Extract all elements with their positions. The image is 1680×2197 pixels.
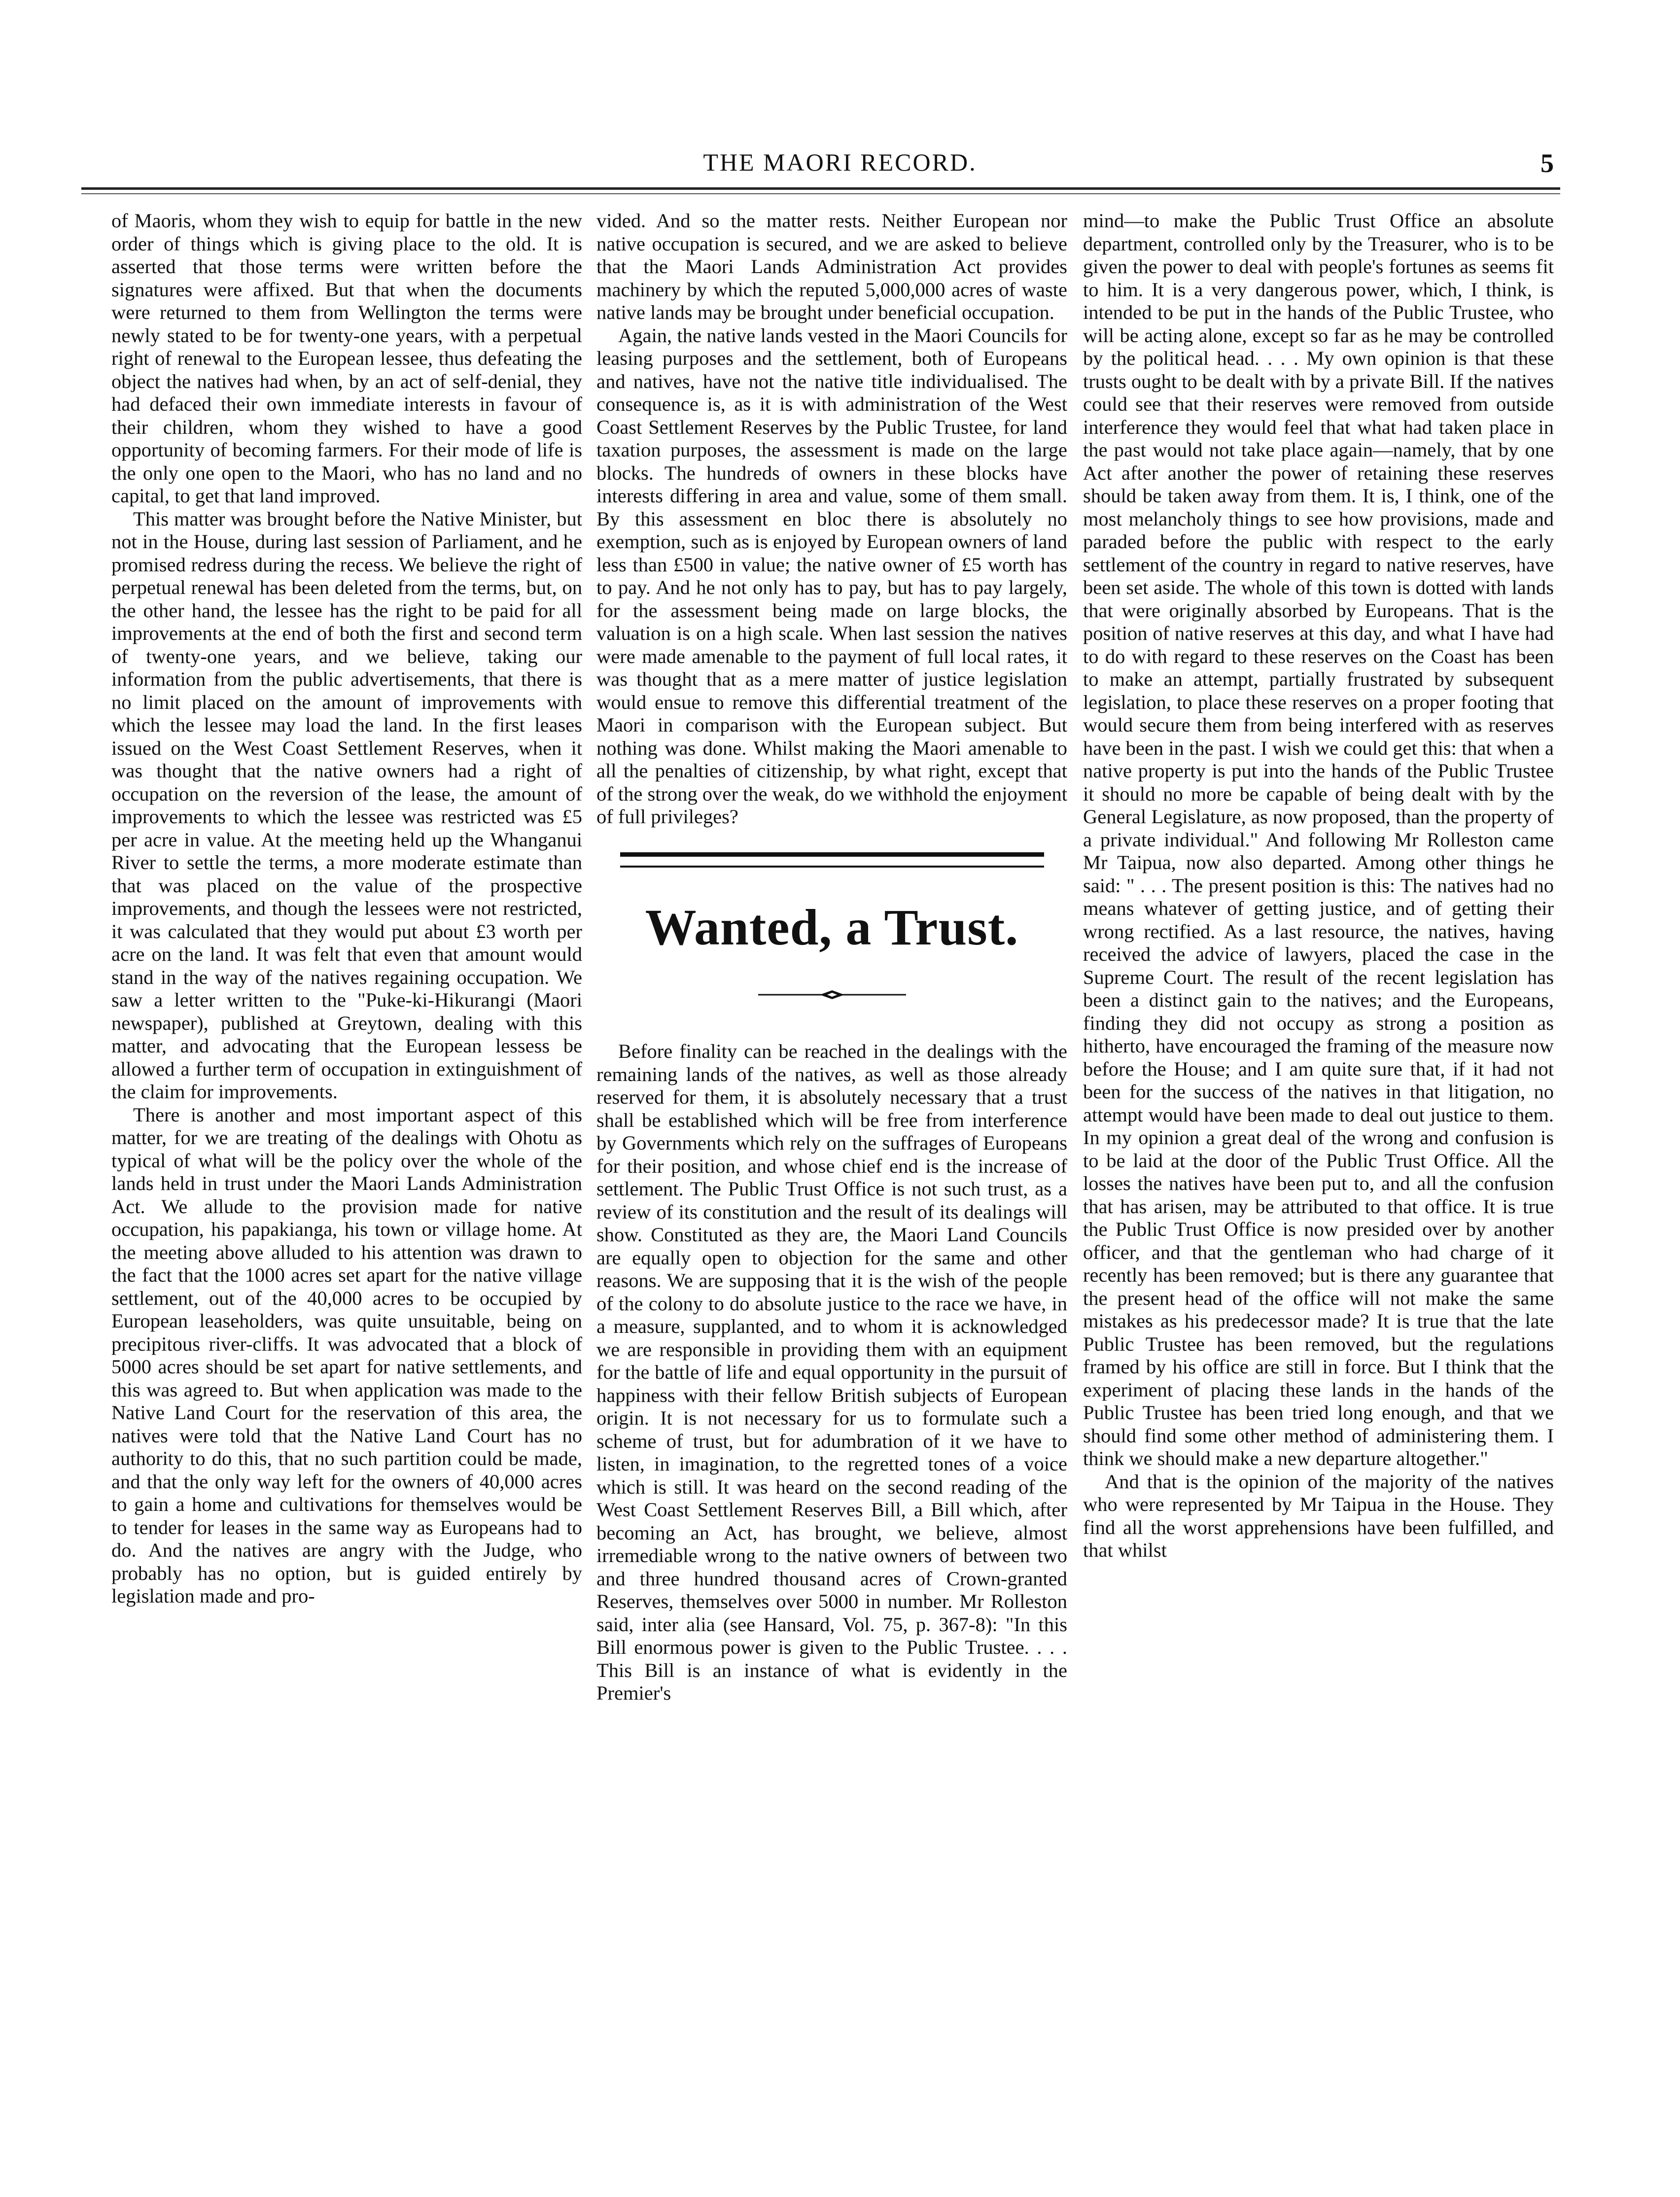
section-heading: Wanted, a Trust. <box>645 899 1019 956</box>
header-rule-thin <box>81 193 1560 194</box>
col1-paragraph-2: This matter was brought before the Native Minister, but not in the House, during last session of Parliament, and he promised redress during the recess. We believe the right of perpetual renewal has been deleted from the terms, but, on the other hand, the lessee has the right to be paid for all improvements at the end of both the first and second term of twenty-one years, and we believe, taking our information from the public advertisements, that there is no limit placed on the amount of improvements with which the lessee may load the land. In the first leases issued on the West Coast Settlement Reserves, when it was thought that the native owners had a right of occupation on the reversion of the lease, the amount of improvements to which the lessee was restricted was £5 per acre in value. At the meeting held up the Whanganui River to settle the terms, a more moderate estimate than that was placed on the value of the prospective improvements, and though the lessees were not restricted, it was calculated that they would put about £3 worth per acre on the land. It was felt that even that amount would stand in the way of the natives regaining occupation. We saw a letter written to the "Puke-ki-Hikurangi (Maori newspaper), published at Greytown, dealing with this matter, and advocating that the European lessess be allowed a further term of occupation in extinguishment of the claim for improvements. <box>111 507 582 1103</box>
col1-paragraph-3: There is another and most important aspect of this matter, for we are treating of the dealings with Ohotu as typical of what will be the policy over the whole of the lands held in trust under the Maori Lands Administration Act. We allude to the provision made for native occupation, his papakianga, his town or village home. At the meeting above alluded to his attention was drawn to the fact that the 1000 acres set apart for the native village settlement, out of the 40,000 acres to be occupied by European leaseholders, was quite unsuitable, being on precipitous river-cliffs. It was advocated that a block of 5000 acres should be set apart for native settlements, and this was agreed to. But when application was made to the Native Land Court for the reservation of this area, the natives were told that the Native Land Court has no authority to do this, that no such partition could be made, and that the only way left for the owners of 40,000 acres to gain a home and cultivations for themselves would be to tender for leases in the same way as Europeans had to do. And the natives are angry with the Judge, who probably has no option, but is guided entirely by legislation made and pro- <box>111 1103 582 1607</box>
column-2 <box>596 209 1067 1705</box>
running-head <box>0 148 1680 192</box>
col3-paragraph-1: mind—to make the Public Trust Office an absolute department, controlled only by the Treasurer, who is to be given the power to deal with people's fortunes as seems fit to him. It is a very dangerous power, which, I think, is intended to be put in the hands of the Public Trustee, who will be acting alone, except so far as he may be controlled by the political head. . . . My own opinion is that these trusts ought to be dealt with by a private Bill. If the natives could see that their reserves were removed from outside interference they would feel that what had taken place in the past would not take place again—namely, that by one Act after another the power of retaining these reserves should be taken away from them. It is, I think, one of the most melancholy things to see how provisions, made and paraded before the public with respect to the early settlement of the country in regard to native reserves, have been set aside. The whole of this town is dotted with lands that were originally absorbed by Europeans. That is the position of native reserves at this day, and what I have had to do with regard to these reserves on the Coast has been to make an attempt, partially frustrated by subsequent legislation, to place these reserves on a proper footing that would secure them from being interfered with as reserves have been in the past. I wish we could get this: that when a native property is put into the hands of the Public Trustee it should no more be capable of being dealt with by the General Legislature, as now proposed, than the property of a private individual." And following Mr Rolleston came Mr Taipua, now also departed. Among other things he said: " . . . The present position is this: The natives had no means whatever of getting justice, and of getting their wrong rectified. As a last resource, the natives, having received the advice of lawyers, placed the case in the Supreme Court. The result of the recent legislation has been a distinct gain to the natives; and the Europeans, finding they did not occupy as strong a position as hitherto, have encouraged the framing of the measure now before the House; and I am quite sure that, if it had not been for the success of the natives in that litigation, no attempt would have been made to deal out justice to them. In my opinion a great deal of the wrong and confusion is to be laid at the door of the Public Trust Office. All the losses the natives have been put to, and all the confusion that has arisen, may be attributed to that office. It is true the Public Trust Office is now presided over by another officer, and that the gentleman who had charge of it recently has been removed; but is there any guarantee that the present head of the office will not make the same mistakes as his predecessor made? It is true that the late Public Trustee has been removed, but the regulations framed by his office are still in force. But I think that the experiment of placing these lands in the hands of the Public Trustee has been tried long enough, and that we should find some other method of administering them. I think we should make a new departure altogether." <box>1083 209 1554 1469</box>
page-number: 5 <box>1540 148 1554 178</box>
col1-paragraph-1: of Maoris, whom they wish to equip for battle in the new order of things which is giving place to the old. It is asserted that those terms were written before the signatures were affixed. But that when the documents were returned to them from Wellington the terms were newly stated to be for twenty-one years, with a perpetual right of renewal to the European lessee, thus defeating the object the natives had when, by an act of self-denial, they had defaced their own immediate interests in favour of their children, whom they wished to have a good opportunity of becoming farmers. For their mode of life is the only one open to the Maori, who has no land and no capital, to get that land improved. <box>111 209 582 507</box>
column-1 <box>111 209 582 1608</box>
running-title: THE MAORI RECORD. <box>703 148 977 176</box>
section-heading-block <box>596 852 1067 1006</box>
column-3 <box>1083 209 1554 1562</box>
ornament-divider-icon <box>758 989 906 1001</box>
col3-paragraph-2: And that is the opinion of the majority of the natives who were represented by Mr Taipua in the House. They find all the worst apprehensions have been fulfilled, and that whilst <box>1083 1470 1554 1561</box>
heading-double-rule <box>620 852 1044 868</box>
header-rule <box>81 187 1560 190</box>
col2-paragraph-3: Before finality can be reached in the dealings with the remaining lands of the natives, as well as those already reserved for them, it is absolutely necessary that a trust shall be established which will be free from interference by Governments which rely on the suffrages of Europeans for their position, and whose chief end is the increase of settlement. The Public Trust Office is not such trust, as a review of its constitution and the result of its dealings will show. Constituted as they are, the Maori Land Councils are equally open to objection for the same and other reasons. We are supposing that it is the wish of the people of the colony to do absolute justice to the race we have, in a measure, supplanted, and to whom it is acknowledged we are responsible in providing them with an equipment for the battle of life and equal opportunity in the pursuit of happiness with their fellow British subjects of European origin. It is not necessary for us to formulate such a scheme of trust, but for adumbration of it we have to listen, in imagination, to the regretted tones of a voice which is still. It was heard on the second reading of the West Coast Settlement Reserves Bill, a Bill which, after becoming an Act, has brought, we believe, almost irremediable wrong to the native owners of between two and three hundred thousand acres of Crown-granted Reserves, themselves over 5000 in number. Mr Rolleston said, inter alia (see Hansard, Vol. 75, p. 367-8): "In this Bill enormous power is given to the Public Trustee. . . . This Bill is an instance of what is evidently in the Premier's <box>596 1040 1067 1704</box>
col2-paragraph-1: vided. And so the matter rests. Neither European nor native occupation is secured, and we are asked to believe that the Maori Lands Administration Act provides machinery by which the reputed 5,000,000 acres of waste native lands may be brought under beneficial occupation. <box>596 209 1067 323</box>
col2-paragraph-2: Again, the native lands vested in the Maori Councils for leasing purposes and the settlement, both of Europeans and natives, have not the native title individualised. The consequence is, as it is with administration of the West Coast Settlement Reserves by the Public Trustee, for land taxation purposes, the assessment is made on the large blocks. The hundreds of owners in these blocks have interests differing in area and value, some of them small. By this assessment en bloc there is absolutely no exemption, such as is enjoyed by European owners of land less than £500 in value; the native owner of £5 worth has to pay. And he not only has to pay, but has to pay largely, for the assessment being made on large blocks, the valuation is on a high scale. When last session the natives were made amenable to the payment of full local rates, it was thought that as a mere matter of justice legislation would ensue to remove this differential treatment of the Maori in comparison with the European subject. But nothing was done. Whilst making the Maori amenable to all the penalties of citizenship, by what right, except that of the strong over the weak, do we withhold the enjoyment of full privileges? <box>596 324 1067 828</box>
